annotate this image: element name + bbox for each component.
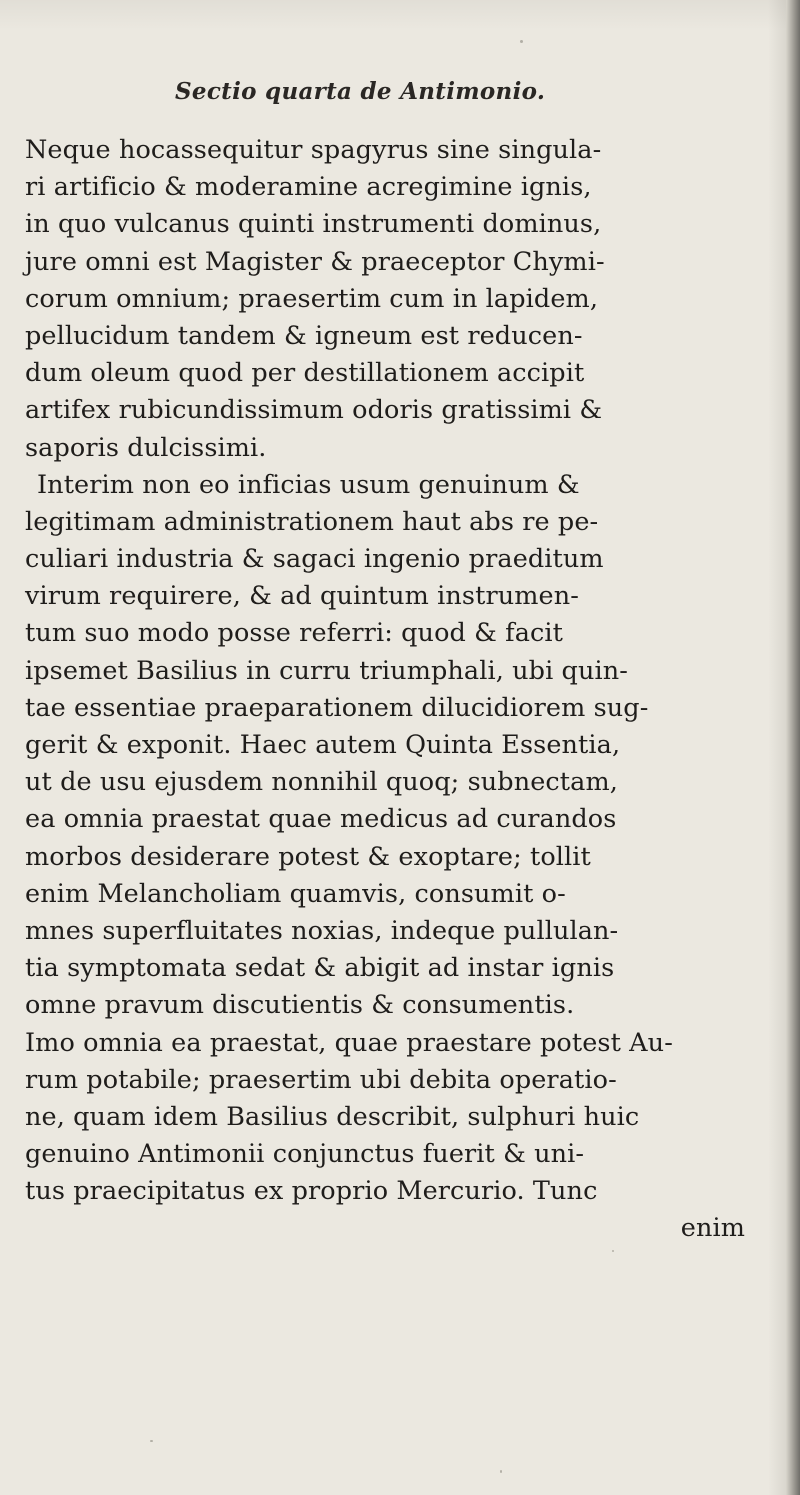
page-top-shadow: [0, 0, 800, 30]
text-line: gerit & exponit. Haec autem Quinta Essentia,: [25, 730, 621, 760]
text-line: ipsemet Basilius in curru triumphali, ubi quin-: [25, 655, 629, 686]
text-line: tus praecipitatus ex proprio Mercurio. Tunc: [25, 1176, 598, 1207]
text-line: tia symptomata sedat & abigit ad instar ignis: [25, 953, 615, 984]
text-line: dum oleum quod per destillationem accipit: [25, 358, 585, 389]
text-line: tae essentiae praeparationem dilucidiorem sug-: [25, 692, 649, 723]
text-line: mnes superfluitates noxias, indeque pullulan-: [25, 915, 619, 946]
catchword: enim: [680, 1213, 745, 1244]
paper-speck: [150, 1440, 153, 1442]
text-line: in quo vulcanus quinti instrumenti dominus,: [25, 209, 602, 240]
text-line: ea omnia praestat quae medicus ad curandos: [25, 804, 617, 835]
text-line: tum suo modo posse referri: quod & facit: [25, 618, 563, 649]
text-line: ne, quam idem Basilius describit, sulphuri huic: [25, 1101, 640, 1132]
page-edge: [786, 0, 800, 1495]
text-line: rum potabile; praesertim ubi debita operatio-: [25, 1064, 617, 1095]
text-line: legitimam administrationem haut abs re pe-: [25, 506, 599, 537]
text-line: enim Melancholiam quamvis, consumit o-: [25, 878, 566, 909]
text-line: Neque hocassequitur spagyrus sine singula-: [25, 135, 602, 165]
text-line: pellucidum tandem & igneum est reducen-: [25, 320, 583, 351]
body-text: [25, 132, 785, 1248]
text-line: virum requirere, & ad quintum instrumen-: [25, 581, 579, 612]
text-line: saporis dulcissimi.: [25, 432, 267, 463]
text-line: jure omni est Magister & praeceptor Chymi-: [25, 246, 605, 277]
text-line: Imo omnia ea praestat, quae praestare potest Au-: [25, 1027, 673, 1058]
text-line: culiari industria & sagaci ingenio praeditum: [25, 544, 604, 575]
text-line: morbos desiderare potest & exoptare; tollit: [25, 841, 591, 872]
text-line: corum omnium; praesertim cum in lapidem,: [25, 283, 599, 314]
paper-speck: [520, 40, 523, 43]
text-line: ri artificio & moderamine acregimine ignis,: [25, 172, 592, 203]
running-header: Sectio quarta de Antimonio.: [175, 78, 546, 105]
text-line: ut de usu ejusdem nonnihil quoq; subnectam,: [25, 767, 618, 798]
text-line: Interim non eo inficias usum genuinum &: [37, 469, 580, 500]
text-line: genuino Antimonii conjunctus fuerit & uni-: [25, 1139, 585, 1170]
text-line: omne pravum discutientis & consumentis.: [25, 990, 575, 1021]
text-line: artifex rubicundissimum odoris gratissimi &: [25, 395, 603, 426]
paper-speck: [612, 1250, 614, 1252]
paper-speck: [500, 1470, 502, 1473]
